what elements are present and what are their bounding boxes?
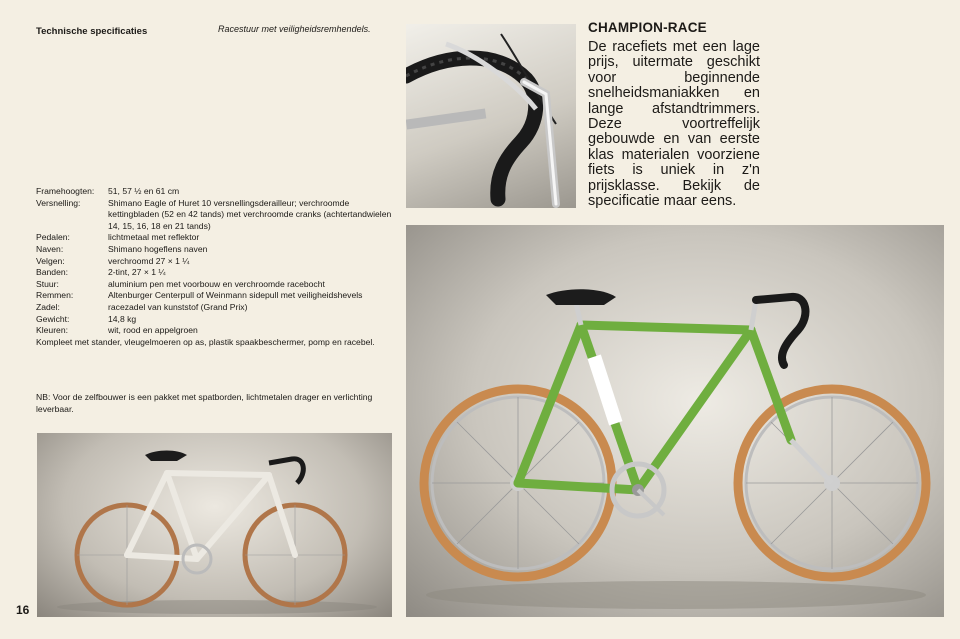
spec-label: Versnelling: — [36, 197, 81, 208]
spec-label: Remmen: — [36, 290, 74, 301]
page-number: 16 — [16, 603, 30, 617]
spec-row — [36, 325, 396, 337]
complete-with-text: Kompleet met stander, vleugelmoeren op as, plastik spaakbeschermer, pomp en racebel. — [36, 336, 375, 347]
spec-row — [36, 279, 396, 291]
spec-label: Stuur: — [36, 278, 59, 289]
spec-value: wit, rood en appelgroen — [108, 325, 198, 336]
spec-value: Altenburger Centerpull of Weinmann sidepull met veiligheidshevels — [108, 290, 363, 301]
spec-label: Banden: — [36, 267, 69, 278]
spec-value: 51, 57 ½ en 61 cm — [108, 186, 180, 196]
green-bike-illustration — [406, 225, 944, 617]
spec-label: Framehoogten: — [36, 186, 95, 196]
model-name: CHAMPION-RACE — [588, 20, 707, 35]
spec-value: racezadel van kunststof (Grand Prix) — [108, 301, 248, 312]
section-title: Technische specificaties — [36, 26, 148, 37]
spec-row — [36, 198, 396, 233]
model-description: De racefiets met een lage prijs, uitermate geschikt voor beginnende snelheidsmaniakken en lange afstandtrimmers. Deze voortreffelijk gebouwde en van eerste klas materialen voorziene fiets is uniek in z'n prijsklasse. Bekijk de specificatie maar eens. — [588, 39, 760, 210]
specifications-list — [36, 186, 396, 348]
spec-row — [36, 267, 396, 279]
self-builder-note: NB: Voor de zelfbouwer is een pakket met spatborden, lichtmetalen drager en verlichting leverbaar. — [36, 392, 373, 414]
spec-value: verchroomd 27 × 1 ¼ — [108, 255, 190, 266]
spec-label: Velgen: — [36, 255, 65, 266]
spec-row — [36, 244, 396, 256]
spec-label: Kleuren: — [36, 325, 69, 336]
spec-label: Naven: — [36, 243, 64, 254]
spec-value: aluminium pen met voorbouw en verchroomde racebocht — [108, 278, 325, 289]
handlebar-caption: Racestuur met veiligheidsremhendels. — [218, 24, 371, 34]
spec-value: Shimano Eagle of Huret 10 versnellingsderailleur; verchroomde kettingbladen (52 en 42 tands) met verchroomde cranks (achtertandwielen 14, 15, 16, 18 en 21 tands) — [108, 197, 392, 231]
green-bike-photo — [406, 225, 944, 617]
spec-label: Pedalen: — [36, 232, 70, 243]
spec-label: Gewicht: — [36, 313, 70, 324]
spec-value: 14,8 kg — [108, 313, 137, 324]
spec-row — [36, 290, 396, 302]
spec-value: lichtmetaal met reflektor — [108, 232, 200, 243]
spec-value: Shimano hogeflens naven — [108, 243, 208, 254]
spec-value: 2-tint, 27 × 1 ¼ — [108, 267, 166, 278]
spec-row — [36, 232, 396, 244]
spec-row — [36, 302, 396, 314]
white-bike-photo — [37, 433, 392, 617]
handlebar-illustration — [406, 24, 576, 208]
spec-row — [36, 314, 396, 326]
spec-row — [36, 256, 396, 268]
handlebar-photo — [406, 24, 576, 208]
white-bike-illustration — [37, 433, 392, 617]
spec-row — [36, 186, 396, 198]
spec-label: Zadel: — [36, 301, 60, 312]
